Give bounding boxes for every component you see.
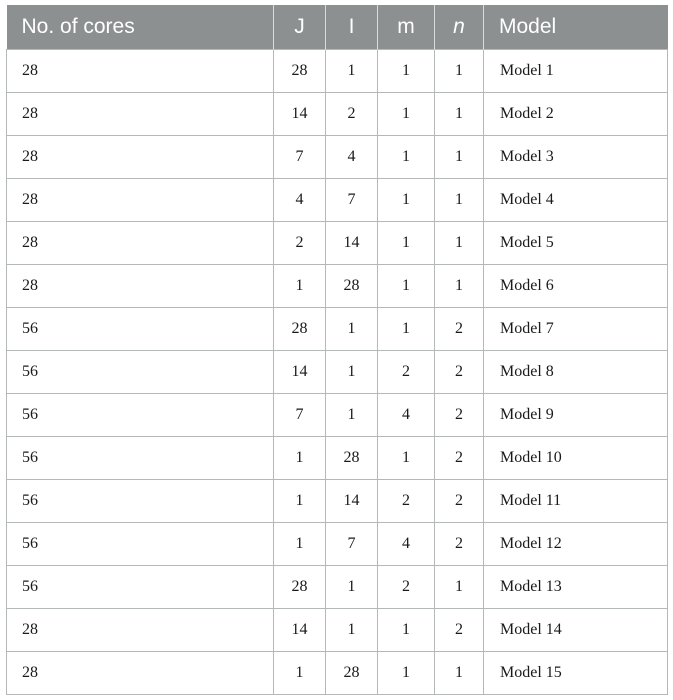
cell-n: 1 bbox=[435, 652, 484, 695]
cell-n: 2 bbox=[435, 609, 484, 652]
model-configuration-table-container bbox=[6, 5, 667, 695]
table-row bbox=[7, 437, 668, 480]
cell-model: Model 1 bbox=[484, 50, 668, 93]
table-row bbox=[7, 308, 668, 351]
cell-j: 7 bbox=[274, 394, 326, 437]
cell-cores: 56 bbox=[7, 351, 274, 394]
cell-m: 1 bbox=[378, 222, 435, 265]
table-row bbox=[7, 652, 668, 695]
cell-i: 1 bbox=[326, 50, 378, 93]
cell-j: 1 bbox=[274, 480, 326, 523]
table-row bbox=[7, 523, 668, 566]
cell-cores: 56 bbox=[7, 480, 274, 523]
cell-model: Model 10 bbox=[484, 437, 668, 480]
cell-model: Model 5 bbox=[484, 222, 668, 265]
header-model: Model bbox=[484, 5, 668, 50]
table-row bbox=[7, 50, 668, 93]
table-body bbox=[7, 50, 668, 695]
cell-m: 1 bbox=[378, 179, 435, 222]
cell-model: Model 9 bbox=[484, 394, 668, 437]
cell-m: 1 bbox=[378, 437, 435, 480]
cell-m: 1 bbox=[378, 652, 435, 695]
cell-i: 1 bbox=[326, 308, 378, 351]
cell-j: 14 bbox=[274, 351, 326, 394]
cell-i: 14 bbox=[326, 480, 378, 523]
header-cores: No. of cores bbox=[7, 5, 274, 50]
cell-i: 1 bbox=[326, 351, 378, 394]
table-row bbox=[7, 609, 668, 652]
cell-m: 2 bbox=[378, 566, 435, 609]
cell-i: 1 bbox=[326, 566, 378, 609]
cell-m: 1 bbox=[378, 609, 435, 652]
cell-j: 28 bbox=[274, 50, 326, 93]
cell-model: Model 7 bbox=[484, 308, 668, 351]
cell-n: 2 bbox=[435, 437, 484, 480]
header-row bbox=[7, 5, 668, 50]
cell-i: 1 bbox=[326, 609, 378, 652]
cell-m: 1 bbox=[378, 308, 435, 351]
cell-i: 28 bbox=[326, 652, 378, 695]
cell-j: 2 bbox=[274, 222, 326, 265]
cell-cores: 28 bbox=[7, 222, 274, 265]
cell-cores: 56 bbox=[7, 437, 274, 480]
table-row bbox=[7, 179, 668, 222]
cell-model: Model 3 bbox=[484, 136, 668, 179]
cell-i: 4 bbox=[326, 136, 378, 179]
cell-m: 4 bbox=[378, 523, 435, 566]
table-row bbox=[7, 93, 668, 136]
cell-model: Model 2 bbox=[484, 93, 668, 136]
cell-model: Model 15 bbox=[484, 652, 668, 695]
cell-m: 1 bbox=[378, 50, 435, 93]
cell-j: 7 bbox=[274, 136, 326, 179]
cell-j: 4 bbox=[274, 179, 326, 222]
cell-n: 1 bbox=[435, 93, 484, 136]
cell-m: 2 bbox=[378, 351, 435, 394]
cell-n: 2 bbox=[435, 480, 484, 523]
table-row bbox=[7, 351, 668, 394]
cell-cores: 56 bbox=[7, 566, 274, 609]
cell-n: 1 bbox=[435, 50, 484, 93]
cell-n: 1 bbox=[435, 136, 484, 179]
model-configuration-table bbox=[6, 5, 668, 695]
cell-cores: 28 bbox=[7, 609, 274, 652]
cell-i: 7 bbox=[326, 523, 378, 566]
cell-i: 14 bbox=[326, 222, 378, 265]
cell-j: 14 bbox=[274, 609, 326, 652]
cell-j: 1 bbox=[274, 523, 326, 566]
cell-n: 1 bbox=[435, 265, 484, 308]
table-header bbox=[7, 5, 668, 50]
cell-j: 1 bbox=[274, 652, 326, 695]
cell-m: 2 bbox=[378, 480, 435, 523]
cell-i: 28 bbox=[326, 265, 378, 308]
cell-n: 2 bbox=[435, 308, 484, 351]
table-row bbox=[7, 222, 668, 265]
cell-model: Model 13 bbox=[484, 566, 668, 609]
table-row bbox=[7, 566, 668, 609]
table-row bbox=[7, 136, 668, 179]
cell-i: 28 bbox=[326, 437, 378, 480]
cell-i: 1 bbox=[326, 394, 378, 437]
cell-j: 1 bbox=[274, 437, 326, 480]
table-row bbox=[7, 480, 668, 523]
cell-cores: 28 bbox=[7, 136, 274, 179]
cell-cores: 28 bbox=[7, 179, 274, 222]
cell-m: 1 bbox=[378, 93, 435, 136]
cell-model: Model 14 bbox=[484, 609, 668, 652]
cell-m: 4 bbox=[378, 394, 435, 437]
header-j: J bbox=[274, 5, 326, 50]
cell-cores: 56 bbox=[7, 308, 274, 351]
cell-cores: 28 bbox=[7, 265, 274, 308]
cell-n: 2 bbox=[435, 351, 484, 394]
cell-i: 7 bbox=[326, 179, 378, 222]
cell-j: 28 bbox=[274, 308, 326, 351]
header-m: m bbox=[378, 5, 435, 50]
cell-j: 14 bbox=[274, 93, 326, 136]
header-i: I bbox=[326, 5, 378, 50]
cell-m: 1 bbox=[378, 265, 435, 308]
cell-cores: 56 bbox=[7, 523, 274, 566]
cell-cores: 28 bbox=[7, 652, 274, 695]
cell-model: Model 12 bbox=[484, 523, 668, 566]
cell-n: 1 bbox=[435, 222, 484, 265]
cell-model: Model 6 bbox=[484, 265, 668, 308]
table-row bbox=[7, 265, 668, 308]
cell-cores: 28 bbox=[7, 50, 274, 93]
cell-model: Model 4 bbox=[484, 179, 668, 222]
cell-n: 2 bbox=[435, 394, 484, 437]
cell-n: 1 bbox=[435, 566, 484, 609]
cell-model: Model 8 bbox=[484, 351, 668, 394]
cell-j: 28 bbox=[274, 566, 326, 609]
cell-model: Model 11 bbox=[484, 480, 668, 523]
header-n: n bbox=[435, 5, 484, 50]
cell-cores: 56 bbox=[7, 394, 274, 437]
cell-cores: 28 bbox=[7, 93, 274, 136]
table-row bbox=[7, 394, 668, 437]
cell-i: 2 bbox=[326, 93, 378, 136]
cell-n: 2 bbox=[435, 523, 484, 566]
cell-m: 1 bbox=[378, 136, 435, 179]
cell-n: 1 bbox=[435, 179, 484, 222]
cell-j: 1 bbox=[274, 265, 326, 308]
